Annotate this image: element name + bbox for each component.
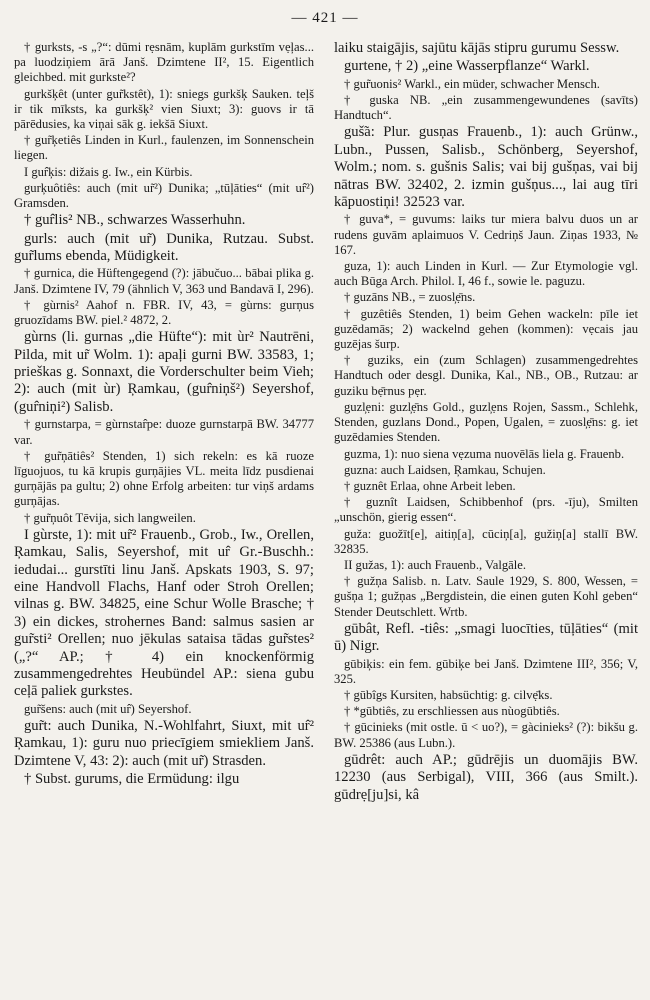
dictionary-entry: † guzāns NB., = zuosl̦ẹ̄ns. [344,290,476,305]
dictionary-entry: † gurnstarpa, = gùrnstar̂pe: duoze gurnstarpā BW. 34777 var. [14,417,314,447]
dictionary-entry: † gur̃ņātiês² Stenden, 1) sich rekeln: es kā ruoze līguojuos, tu kā krupis gurņājies VL. meita līdz pusdienai gurņājās pa gultu; 2) ohne Erfolg arbeiten: tur viņš ardams gurņājas. [14,448,314,509]
dictionary-entry: laiku staigājis, sajūtu kājās stipru gurumu Sessw. [334,40,620,56]
dictionary-entry: † *gūbtiês, zu erschliessen aus nùogūbtiês. [344,704,560,719]
dictionary-entry: † guznît Laidsen, Schibbenhof (prs. -īju), Smilten „unschön, gierig essen“. [334,495,638,525]
dictionary-entry: † gur̃ķetiês Linden in Kurl., faulenzen, im Sonnenschein liegen. [14,133,314,163]
dictionary-entry: † guva*, = guvums: laiks tur miera balvu duos un ar rudens guvām aplaimuos V. Cedriņš Jaun. Ziņas 1933, № 167. [334,212,638,257]
dictionary-entry: † guznêt Erlaa, ohne Arbeit leben. [344,478,516,493]
dictionary-entry: † gurksts, -s „?“: dūmi rẹsnām, kuplām gurkstīm vẹļas... pa luodziņiem ārā Janš. Dzimtene II², 15. Eigentlich gleichbed. mit gurkste²? [14,40,314,85]
dictionary-entry: † gūcinieks (mit ostle. ū < uo?), = gàcinieks² (?): bikšu g. BW. 25386 (aus Lubn.). [334,720,638,750]
dictionary-entry: I gùrste, 1): mit ur̃² Frauenb., Grob., Iw., Orellen, Ŗamkau, Salis, Seyershof, mit ur̂ Gr.-Buschh.: iedudai... gurstīti linu Janš. Apskats 1903, S. 97; eine Handvoll Flachs, Hanf oder Stroh Orellen; vilnas g. BW. 34825, eine Schur Wolle Brasche; † 3) ein dickes, strohernes Band: salmus sasien ar gur̃sti² Orellen; nuo jēkulas sataisa tādas gur̃stes² („?“ AP.; † 4) ein knockenförmig zusammengedrehtes Heubündel AP.: siena gubu ceļā paliek gurkstes. [14,526,314,700]
dictionary-entry: gūdrêt: auch AP.; gūdrējis un duomājis BW. 12230 (aus Serbigal), VIII, 366 (aus Smilt.). gūdrẹ[ju]si, kâ [334,751,638,803]
dictionary-entry: gurls: auch (mit ur̃) Dunika, Rutzau. Subst. gur̃lums ebenda, Müdigkeit. [14,230,314,265]
dictionary-entry: gur̃šens: auch (mit ur̂) Seyershof. [24,701,192,716]
dictionary-entry: guza, 1): auch Linden in Kurl. — Zur Etymologie vgl. auch Būga Arch. Philol. I, 46 f., sowie le. paguzu. [334,259,638,289]
dictionary-entry: gurķuôtiês: auch (mit ur̃²) Dunika; „tūļāties“ (mit ur̂²) Gramsden. [14,180,314,211]
dictionary-entry: † guska NB. „ein zusammengewundenes (savīts) Handtuch“. [334,93,638,123]
dictionary-entry: † gùrnis² Aahof n. FBR. IV, 43, = gùrns: gurņus gruozīdams BW. piel.² 4872, 2. [14,297,314,328]
dictionary-entry: † gūbîgs Kursiten, habsüchtig: g. cilvẹ̄ks. [344,687,553,702]
dictionary-entry: † gurnica, die Hüftengegend (?): jābučuo... bābai plika g. Janš. Dzimtene IV, 79 (ähnlich V, 363 und Bandavā I, 296). [14,266,314,296]
dictionary-entry: † gur̃ņuôt Tēvija, sich langweilen. [24,510,196,525]
dictionary-entry: guzl̦ẹni: guzl̦ẹ̄ns Gold., guzl̦ẹns Rojen, Sassm., Schlehk, Stenden, guzlans Dond., Popen, Ugalen, = zuosl̦ẹ̄ns: g. iet guzēdamies Stenden. [334,399,638,445]
dictionary-entry: gūbât, Refl. -tiês: „smagi luocīties, tūļāties“ (mit ū) Nigr. [334,620,638,655]
dictionary-entry: guš̃a: Plur. gusņas Frauenb., 1): auch Grünw., Lubn., Pussen, Salisb., Schönberg, Seyershof, Wolm.; nom. s. gušnis Salis; vai bij gušņas, vai bij nātras BW. 32402, 2. izmin gušņus..., lai aug tīri kāpuostiņi! 32523 var. [334,124,638,211]
dictionary-entry: guzna: auch Laidsen, Ŗamkau, Schujen. [344,462,546,477]
dictionary-entry: † gužņa Salisb. n. Latv. Saule 1929, S. 800, Wessen, = gušņa 1; gužņas „Bergdistein, die einen guten Kohl geben“ Stender Deutschlett. Wrtb. [334,574,638,619]
dictionary-entry: † gur̂lis² NB., schwarzes Wasserhuhn. [24,212,246,229]
dictionary-entry: † gur̃uonis² Warkl., ein müder, schwacher Mensch. [344,76,600,91]
dictionary-entry: gurkšķêt (unter gur̃kstêt), 1): sniegs gurkšķ Sauken. teļš ir tik mīksts, ka gurkšķ² vien Siuxt; 3): guovs ir tā pārēdusies, ka viņai sāk g. iekšā Siuxt. [14,86,314,132]
dictionary-entry: gur̃t: auch Dunika, N.-Wohlfahrt, Siuxt, mit ur̂² Ŗamkau, 1): guru nuo priecīgiem smiekliem Janš. Dzimtene V, 43: 2): auch (mit ur̃) Strasden. [14,717,314,769]
dictionary-entry: guzma, 1): nuo siena vẹzuma nuovēlās liela g. Frauenb. [344,446,625,461]
dictionary-entry: gurtene, † 2) „eine Wasserpflanze“ Warkl. [344,58,590,75]
left-column [14,40,314,990]
dictionary-entry: gūbiķis: ein fem. gūbiķe bei Janš. Dzimtene III², 356; V, 325. [334,656,638,686]
page-number: — 421 — [291,10,359,26]
dictionary-entry: † Subst. gurums, die Ermüdung: ilgu [24,771,240,788]
dictionary-entry: I gur̂ķis: dižais g. Iw., ein Kürbis. [24,164,193,179]
dictionary-entry: † guziks, ein (zum Schlagen) zusammengedrehtes Handtuch oder desgl. Dunika, Kal., NB., OB., Rutzau: ar guziku bẹ̄rnus pẹr. [334,353,638,398]
dictionary-entry: † guzêtiês Stenden, 1) beim Gehen wackeln: pīle iet guzēdamās; 2) wackelnd gehen (kommen): vẹcais jau guzējas šurp. [334,306,638,352]
dictionary-entry: gùrns (li. gurnas „die Hüfte“): mit ùr² Nautrēni, Pilda, mit ur̃ Wolm. 1): apaļi gurni BW. 33583, 1; prieškas g. Sonnaxt, die Vorderschulter beim Vieh; 2): auch (mit ùr) Ŗamkau, (gur̂niņš²) Seyershof, (gur̂niņi²) Salisb. [14,329,314,415]
dictionary-entry: guža: guožīt[e], aitiņ[a], cūciņ[a], gužiņ[a] stallī BW. 32835. [334,526,638,556]
dictionary-entry: II gužas, 1): auch Frauenb., Valgāle. [344,557,526,572]
right-column [334,40,638,990]
